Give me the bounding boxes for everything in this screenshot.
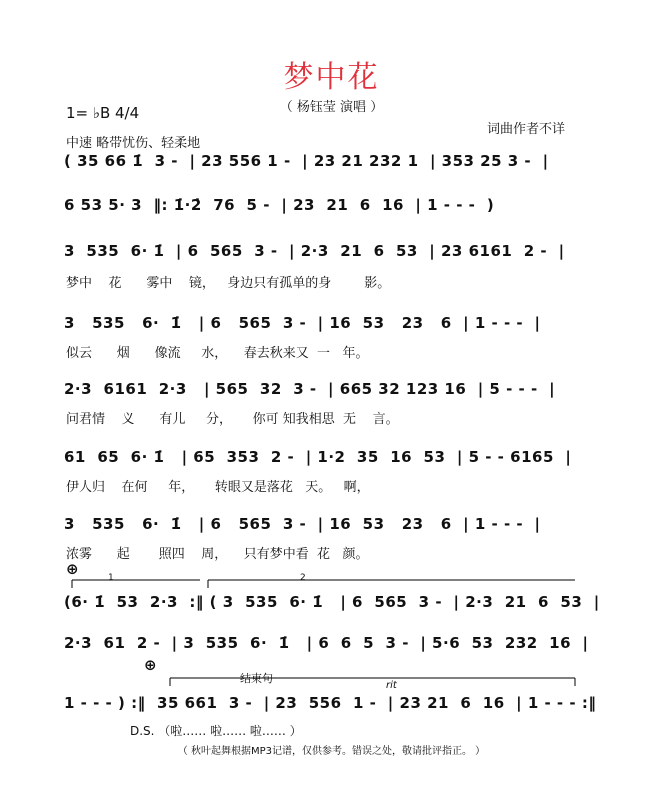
lyric-row-4: 似云 烟 像流 水， 春去秋来又 一 年。 (66, 346, 369, 361)
notation-row-7: 3 535 6· 1̇ | 6 565 3 - | 16 53 23 6 | 1 - - - | (64, 515, 541, 533)
song-title: 梦中花 (283, 60, 380, 95)
ending-label: 结束句 (240, 672, 273, 685)
notation-row-3: 3 535 6· 1̇ | 6 565 3 - | 2·3 21 6 53 | 23 6161 2 - | (64, 242, 565, 260)
notation-row-4: 3 535 6· 1̇ | 6 565 3 - | 16 53 23 6 | 1 - - - | (64, 314, 541, 332)
notation-row-1: ( 35 66 1̇ 3 - | 23 556 1 - | 23 21 232 1 | 353 25 3 - | (64, 152, 549, 170)
lyric-row-3: 梦中 花 雾中 镜， 身边只有孤单的身 影。 (66, 276, 391, 291)
volta-1-label: 1 (108, 573, 114, 583)
notation-row-8: (6· 1̇ 53 2·3 :‖ ( 3 535 6· 1̇ | 6 565 3 - | 2·3 21 6 53 | (64, 593, 600, 611)
lyric-row-5: 问君情 义 有儿 分， 你可 知我相思 无 言。 (66, 412, 399, 427)
key-signature: 1= ♭B 4/4 (66, 104, 140, 122)
coda-symbol-2: ⊕ (144, 656, 157, 674)
footnote: （ 秋叶起舞根据MP3记谱，仅供参考。错误之处，敬请批评指正。 ） (177, 746, 486, 757)
notation-row-9: 2·3 61 2 - | 3 535 6· 1̇ | 6 6 5 3 - | 5·6 53 232 16 | (64, 634, 589, 652)
ds-lyric-line: D.S. （啦…… 啦…… 啦…… ） (130, 724, 302, 738)
notation-row-10: 1 - - - ) :‖ 35 661 3 - | 23 556 1 - | 23 21 6 16 | 1 - - - :‖ (64, 694, 597, 712)
author-credit: 词曲作者不详 (487, 122, 566, 137)
volta-2-label: 2 (300, 573, 306, 583)
notation-row-6: 61 65 6· 1̇ | 65 353 2 - | 1·2 35 16 53 | 5 - - 6165 | (64, 448, 572, 466)
tempo-marking: 中速 略带忧伤、轻柔地 (66, 136, 201, 151)
coda-symbol-1: ⊕ (66, 560, 79, 578)
rit-marking: rit (386, 680, 397, 691)
lyric-row-7: 浓雾 起 照四 周， 只有梦中看 花 颜。 (66, 547, 369, 562)
notation-row-2: 6 53 5· 3 ‖: 1̇·2̇ 76 5 - | 23 21 6 16 | 1 - - - ) (64, 196, 495, 214)
notation-row-5: 2·3 6161 2·3 | 565 32 3 - | 665 32 123 16 | 5 - - - | (64, 380, 556, 398)
lyric-row-6: 伊人归 在何 年， 转眼又是落花 天。 啊， (66, 480, 370, 495)
singer-credit: （ 杨钰莹 演唱 ） (279, 100, 384, 115)
